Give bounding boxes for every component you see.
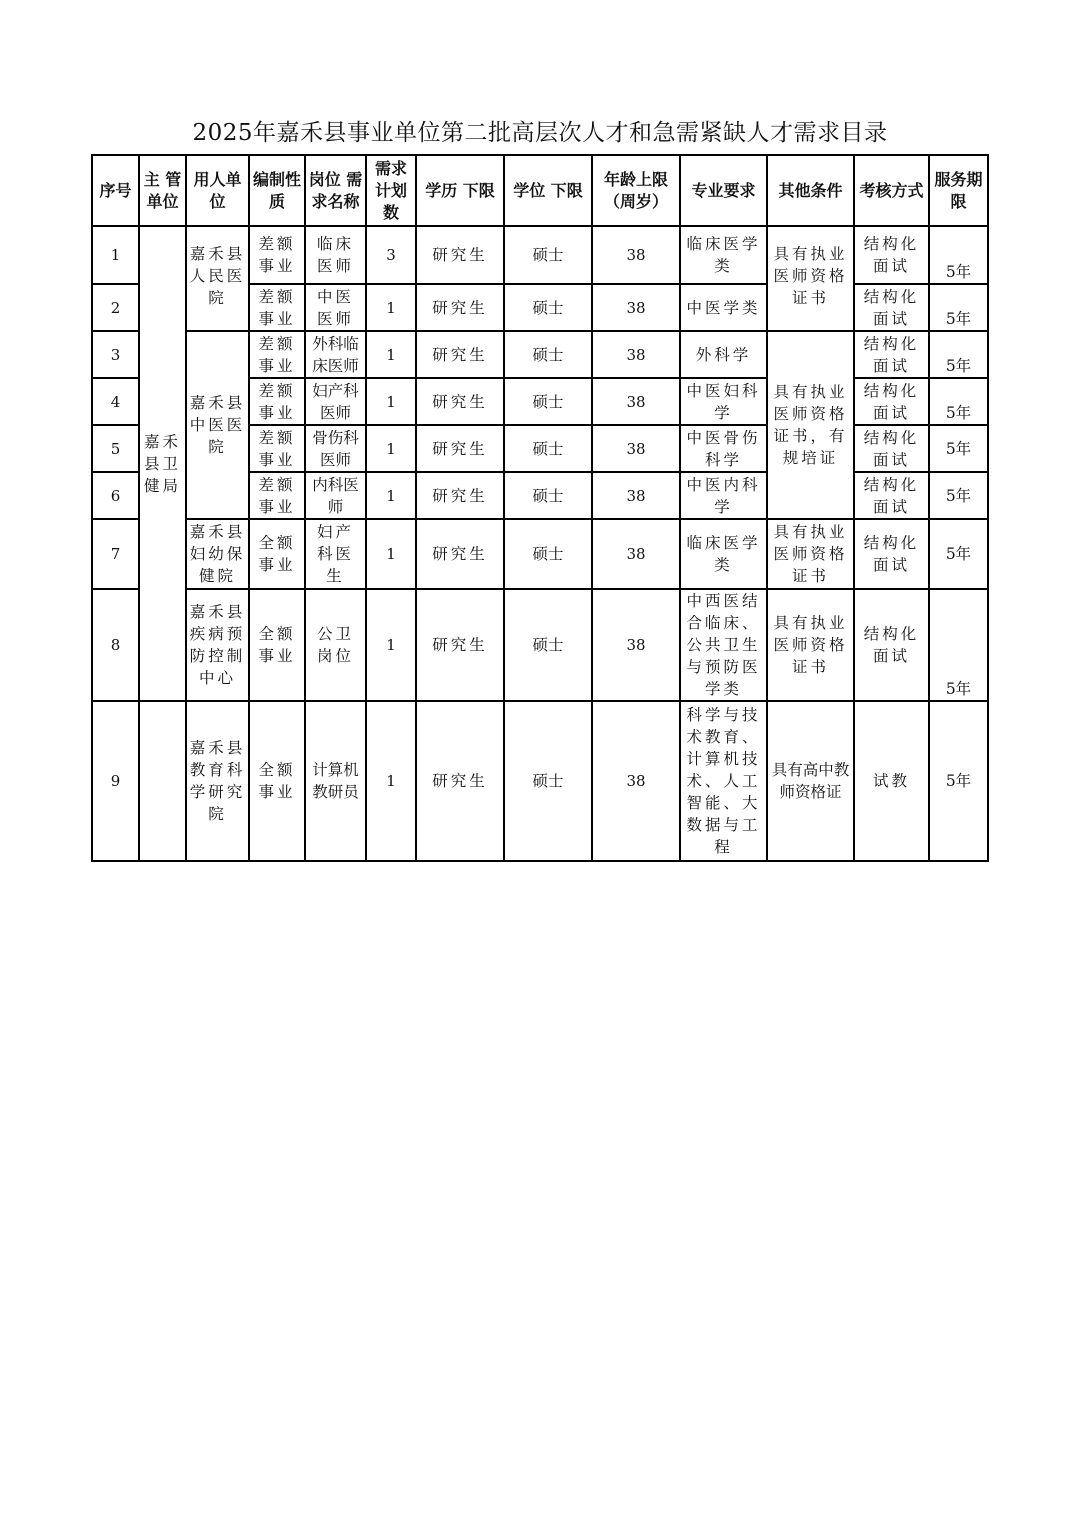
cell-plan: 3	[366, 226, 416, 284]
cell-seq: 1	[92, 226, 139, 284]
cell-seq: 4	[92, 378, 139, 425]
cell-seq: 5	[92, 425, 139, 472]
cell-age: 38	[592, 425, 680, 472]
cell-plan: 1	[366, 701, 416, 861]
cell-supervisor: 嘉禾县卫健局	[139, 226, 186, 701]
header-seq: 序号	[92, 155, 139, 226]
page-title: 2025年嘉禾县事业单位第二批高层次人才和急需紧缺人才需求目录	[192, 120, 888, 146]
header-assessment: 考核方式	[854, 155, 929, 226]
cell-plan: 1	[366, 472, 416, 519]
cell-other: 具有执业医师资格证书，有规培证	[767, 331, 854, 519]
cell-nature: 差额事业	[249, 331, 305, 378]
cell-other: 具有执业医师资格证书	[767, 519, 854, 589]
talent-demand-table	[91, 154, 989, 862]
cell-assessment: 结构化面试	[854, 378, 929, 425]
cell-plan: 1	[366, 331, 416, 378]
cell-major: 科学与技术教育、计算机技术、人工智能、大数据与工程	[680, 701, 767, 861]
header-age: 年龄上限（周岁）	[592, 155, 680, 226]
cell-plan: 1	[366, 589, 416, 701]
cell-degree: 硕士	[504, 472, 592, 519]
cell-service: 5年	[929, 226, 988, 284]
cell-major: 中医骨伤科学	[680, 425, 767, 472]
table-row	[92, 226, 988, 284]
header-plan: 需求计划数	[366, 155, 416, 226]
cell-assessment: 结构化面试	[854, 331, 929, 378]
cell-seq: 9	[92, 701, 139, 861]
cell-position: 妇产科医师	[305, 378, 366, 425]
cell-plan: 1	[366, 378, 416, 425]
cell-nature: 全额事业	[249, 701, 305, 861]
header-other: 其他条件	[767, 155, 854, 226]
cell-service: 5年	[929, 331, 988, 378]
cell-employer: 嘉禾县人民医院	[186, 226, 249, 331]
cell-age: 38	[592, 519, 680, 589]
cell-employer: 嘉禾县中医医院	[186, 331, 249, 519]
cell-nature: 差额事业	[249, 425, 305, 472]
cell-assessment: 试教	[854, 701, 929, 861]
cell-age: 38	[592, 226, 680, 284]
cell-plan: 1	[366, 425, 416, 472]
header-degree: 学位 下限	[504, 155, 592, 226]
cell-age: 38	[592, 701, 680, 861]
cell-position: 外科临床医师	[305, 331, 366, 378]
cell-age: 38	[592, 589, 680, 701]
cell-degree: 硕士	[504, 284, 592, 331]
cell-education: 研究生	[416, 425, 504, 472]
cell-assessment: 结构化面试	[854, 425, 929, 472]
cell-position: 计算机教研员	[305, 701, 366, 861]
cell-position: 公卫岗位	[305, 589, 366, 701]
cell-age: 38	[592, 472, 680, 519]
table-row	[92, 519, 988, 589]
cell-degree: 硕士	[504, 425, 592, 472]
header-row	[92, 155, 988, 226]
cell-assessment: 结构化面试	[854, 589, 929, 701]
cell-nature: 全额事业	[249, 519, 305, 589]
cell-major: 中医妇科学	[680, 378, 767, 425]
cell-nature: 全额事业	[249, 589, 305, 701]
cell-service: 5年	[929, 425, 988, 472]
cell-degree: 硕士	[504, 331, 592, 378]
header-nature: 编制性质	[249, 155, 305, 226]
cell-major: 临床医学类	[680, 519, 767, 589]
cell-assessment: 结构化面试	[854, 284, 929, 331]
cell-service: 5年	[929, 284, 988, 331]
cell-service: 5年	[929, 701, 988, 861]
cell-seq: 2	[92, 284, 139, 331]
cell-plan: 1	[366, 284, 416, 331]
cell-position: 骨伤科医师	[305, 425, 366, 472]
cell-education: 研究生	[416, 589, 504, 701]
header-major: 专业要求	[680, 155, 767, 226]
cell-position: 妇产科医生	[305, 519, 366, 589]
cell-education: 研究生	[416, 226, 504, 284]
cell-supervisor-empty	[139, 701, 186, 861]
cell-education: 研究生	[416, 701, 504, 861]
table-row	[92, 331, 988, 378]
cell-employer: 嘉禾县教育科学研究院	[186, 701, 249, 861]
cell-other: 具有执业医师资格证书	[767, 226, 854, 331]
cell-seq: 7	[92, 519, 139, 589]
cell-service: 5年	[929, 378, 988, 425]
cell-age: 38	[592, 331, 680, 378]
cell-degree: 硕士	[504, 226, 592, 284]
cell-nature: 差额事业	[249, 472, 305, 519]
cell-employer: 嘉禾县疾病预防控制中心	[186, 589, 249, 701]
cell-assessment: 结构化面试	[854, 226, 929, 284]
cell-assessment: 结构化面试	[854, 472, 929, 519]
cell-education: 研究生	[416, 284, 504, 331]
cell-age: 38	[592, 378, 680, 425]
cell-education: 研究生	[416, 519, 504, 589]
cell-major: 中西医结合临床、公共卫生与预防医学类	[680, 589, 767, 701]
cell-nature: 差额事业	[249, 226, 305, 284]
cell-degree: 硕士	[504, 378, 592, 425]
cell-seq: 6	[92, 472, 139, 519]
table-row	[92, 701, 988, 861]
cell-degree: 硕士	[504, 519, 592, 589]
cell-education: 研究生	[416, 472, 504, 519]
cell-major: 中医学类	[680, 284, 767, 331]
cell-position: 中医医师	[305, 284, 366, 331]
cell-service: 5年	[929, 519, 988, 589]
cell-plan: 1	[366, 519, 416, 589]
header-employer: 用人单位	[186, 155, 249, 226]
table-row	[92, 589, 988, 701]
cell-position: 临床医师	[305, 226, 366, 284]
cell-other: 具有高中教师资格证	[767, 701, 854, 861]
cell-position: 内科医师	[305, 472, 366, 519]
cell-major: 临床医学类	[680, 226, 767, 284]
cell-employer: 嘉禾县妇幼保健院	[186, 519, 249, 589]
cell-seq: 8	[92, 589, 139, 701]
cell-service: 5年	[929, 589, 988, 701]
cell-seq: 3	[92, 331, 139, 378]
header-service: 服务期限	[929, 155, 988, 226]
cell-assessment: 结构化面试	[854, 519, 929, 589]
cell-major: 外科学	[680, 331, 767, 378]
cell-degree: 硕士	[504, 589, 592, 701]
cell-nature: 差额事业	[249, 378, 305, 425]
cell-nature: 差额事业	[249, 284, 305, 331]
cell-education: 研究生	[416, 331, 504, 378]
cell-degree: 硕士	[504, 701, 592, 861]
cell-education: 研究生	[416, 378, 504, 425]
header-education: 学历 下限	[416, 155, 504, 226]
cell-age: 38	[592, 284, 680, 331]
header-position: 岗位 需 求名称	[305, 155, 366, 226]
cell-service: 5年	[929, 472, 988, 519]
cell-major: 中医内科学	[680, 472, 767, 519]
cell-other: 具有执业医师资格证书	[767, 589, 854, 701]
header-supervisor: 主 管单位	[139, 155, 186, 226]
